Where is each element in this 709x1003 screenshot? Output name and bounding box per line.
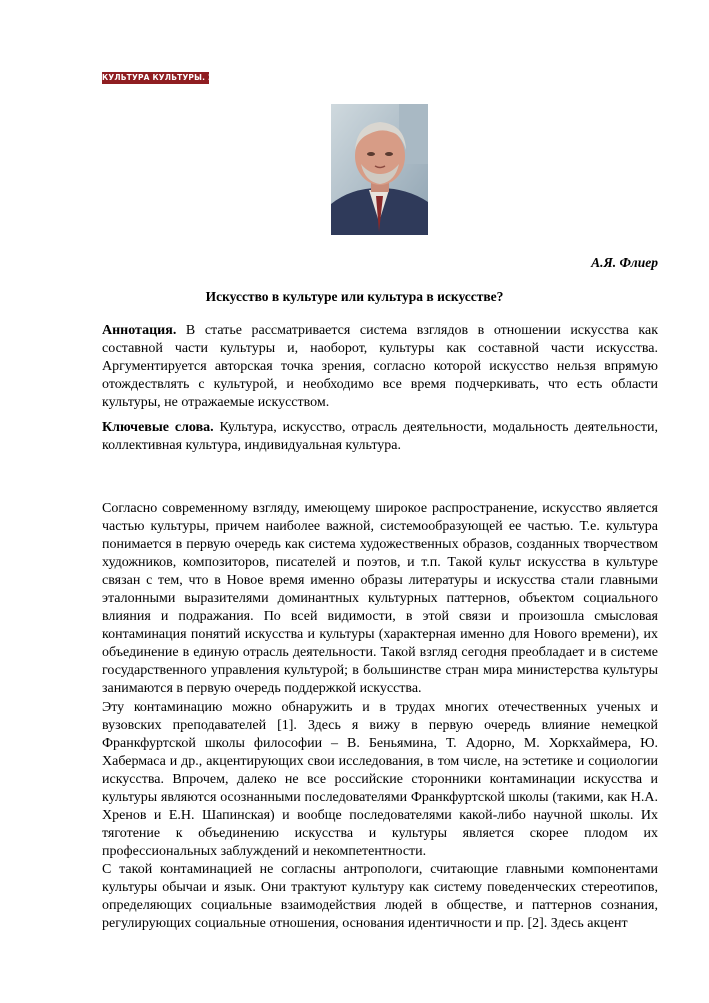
body-paragraph: Эту контаминацию можно обнаружить и в трудах многих отечественных ученых и вузовских преподавателей [1]. Здесь я вижу в первую очередь влияние немецкой Франкфуртской школы философии – В. Беньямина, Т. Адорно, М. Хоркхаймера, Ю. Хабермаса и др., акцентирующих свои исследования, в том числе, на эстетике и социологии искусства. Впрочем, далеко не все российские сторонники контаминации искусства и культуры являются осознанными последователями Франкфуртской школы (такими, как Н.А. Хренов и Е.Н. Шапинская) и вообще последователями какой-либо научной школы. Их тяготение к объединению искусства и культуры является скорее плодом их профессиональных заблуждений и некомпетентности. xyxy=(102,700,658,859)
keywords xyxy=(102,419,658,455)
annotation-label: Аннотация. xyxy=(102,323,177,338)
annotation-text: В статье рассматривается система взглядов в отношении искусства как составной части культуры и, наоборот, культуры как составной части искусства. Аргументируется авторская точка зрения, согласно которой искусство нельзя впрямую отождествлять с культурой, и необходимо все время подчеркивать, что есть области культуры, не отражаемые искусством. xyxy=(102,323,658,410)
body-paragraph: С такой контаминацией не согласны антропологи, считающие главными компонентами культуры обычаи и язык. Они трактуют культуру как систему поведенческих стереотипов, определяющих социальные взаимодействия людей в обществе, и паттернов сознания, регулирующих социальные отношения, основания идентичности и пр. [2]. Здесь акцент xyxy=(102,862,658,931)
annotation xyxy=(102,322,658,412)
keywords-text: Культура, искусство, отрасль деятельности, модальность деятельности, коллективная культура, индивидуальная культура. xyxy=(102,420,659,453)
author-name: А.Я. Флиер xyxy=(591,255,658,270)
body-paragraph: Согласно современному взгляду, имеющему широкое распространение, искусство является частью культуры, причем наиболее важной, системообразующей ее частью. Т.е. культура понимается в первую очередь как система художественных образов, созданных творчеством художников, композиторов, писателей и поэтов, и т.п. Такой культ искусства в культуре связан с тем, что в Новое время именно образы литературы и искусства стали главными эталонными выразителями доминантных культурных паттернов, объектом социального влияния и подражания. По всей видимости, в этой связи и произошла смысловая контаминация понятий искусства и культуры (характерная именно для Нового времени), их объединение в единую отрасль деятельности. Такой взгляд сегодня преобладает и в системе государственного управления культурой; в большинстве стран мира министерства культуры занимаются в первую очередь поддержкой искусства. xyxy=(102,501,658,696)
article-title: Искусство в культуре или культура в искусстве? xyxy=(205,289,504,304)
journal-logo: КУЛЬТУРА КУЛЬТУРЫ. 2019 xyxy=(102,73,230,82)
author-photo xyxy=(331,104,428,235)
keywords-label: Ключевые слова. xyxy=(102,420,214,435)
